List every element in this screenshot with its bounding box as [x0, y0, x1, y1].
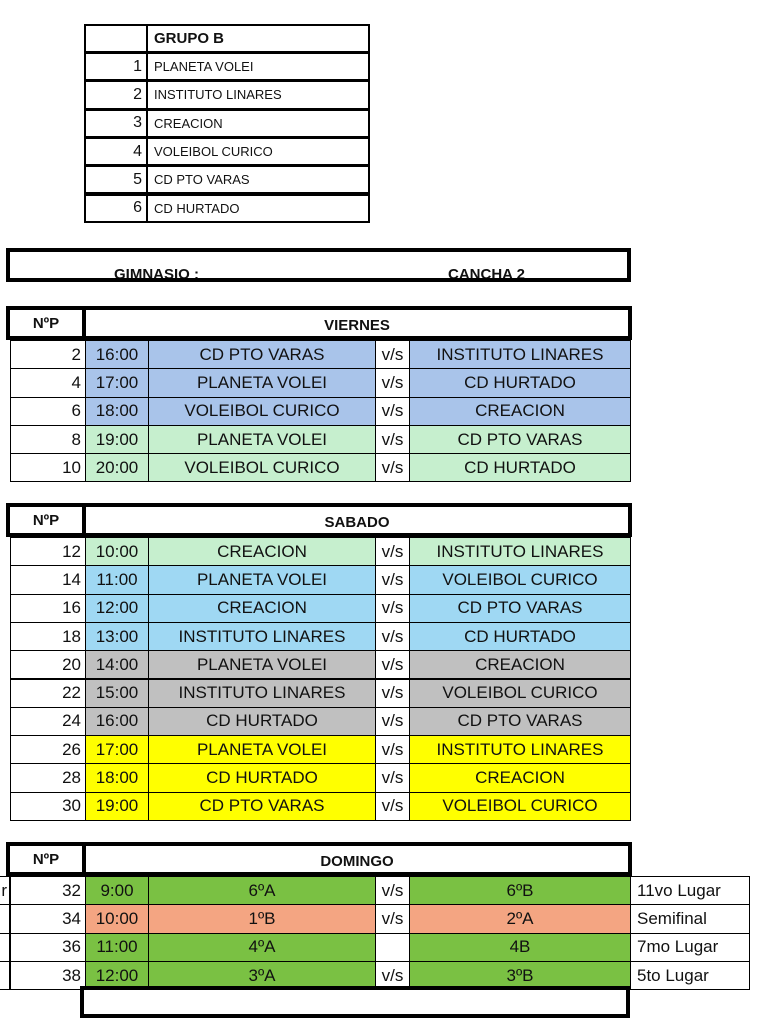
group-team-name: VOLEIBOL CURICO [146, 137, 370, 166]
saturday-np-header: NºP [6, 503, 86, 537]
match-time: 11:00 [85, 565, 149, 594]
match-home-team: PLANETA VOLEI [148, 368, 376, 397]
match-home-team: INSTITUTO LINARES [148, 679, 376, 708]
match-vs: v/s [375, 650, 410, 679]
match-number: 38 [10, 961, 86, 990]
match-vs: v/s [375, 707, 410, 736]
match-time: 16:00 [85, 340, 149, 369]
match-time: 15:00 [85, 679, 149, 708]
match-number: 14 [10, 565, 86, 594]
saturday-section [10, 503, 632, 821]
sunday-np-header: NºP [6, 842, 86, 876]
match-away-team: CD HURTADO [409, 622, 631, 651]
match-note: Semifinal [630, 904, 750, 933]
match-time: 9:00 [85, 876, 149, 905]
group-team-number: 5 [84, 165, 148, 194]
match-home-team: CD HURTADO [148, 763, 376, 792]
match-vs: v/s [375, 594, 410, 623]
match-time: 13:00 [85, 622, 149, 651]
match-away-team: INSTITUTO LINARES [409, 735, 631, 764]
match-vs: v/s [375, 622, 410, 651]
match-edge-fragment [0, 961, 10, 990]
match-home-team: PLANETA VOLEI [148, 735, 376, 764]
match-note: 7mo Lugar [630, 933, 750, 962]
match-vs: v/s [375, 792, 410, 821]
match-edge-fragment [0, 933, 10, 962]
match-vs: v/s [375, 368, 410, 397]
sunday-section [0, 842, 768, 1024]
match-home-team: CREACION [148, 594, 376, 623]
match-vs: v/s [375, 961, 410, 990]
match-home-team: 6ºA [148, 876, 376, 905]
match-away-team: INSTITUTO LINARES [409, 340, 631, 369]
match-number: 16 [10, 594, 86, 623]
match-home-team: CREACION [148, 537, 376, 566]
match-number: 6 [10, 397, 86, 426]
match-vs: v/s [375, 565, 410, 594]
match-home-team: CD HURTADO [148, 707, 376, 736]
sunday-day-header: DOMINGO [82, 842, 632, 876]
match-time: 17:00 [85, 735, 149, 764]
match-number: 18 [10, 622, 86, 651]
group-table [84, 24, 370, 223]
match-number: 30 [10, 792, 86, 821]
group-team-number: 2 [84, 80, 148, 109]
match-away-team: CD HURTADO [409, 368, 631, 397]
match-vs: v/s [375, 453, 410, 482]
match-vs [375, 933, 410, 962]
match-away-team: CD PTO VARAS [409, 594, 631, 623]
friday-np-header: NºP [6, 306, 86, 340]
group-team-name: PLANETA VOLEI [146, 52, 370, 81]
match-vs: v/s [375, 340, 410, 369]
match-time: 20:00 [85, 453, 149, 482]
match-away-team: 4B [409, 933, 631, 962]
match-number: 26 [10, 735, 86, 764]
match-home-team: VOLEIBOL CURICO [148, 397, 376, 426]
match-away-team: CD HURTADO [409, 453, 631, 482]
friday-day-header: VIERNES [82, 306, 632, 340]
match-away-team: CREACION [409, 397, 631, 426]
match-number: 20 [10, 650, 86, 679]
group-team-name: CREACION [146, 109, 370, 138]
match-edge-fragment [0, 904, 10, 933]
match-time: 12:00 [85, 961, 149, 990]
match-away-team: 2ºA [409, 904, 631, 933]
venue-gym-label: GIMNASIO : [114, 266, 199, 282]
match-away-team: CREACION [409, 650, 631, 679]
match-time: 16:00 [85, 707, 149, 736]
match-home-team: INSTITUTO LINARES [148, 622, 376, 651]
group-team-number: 3 [84, 109, 148, 138]
sunday-footer-bar [80, 986, 630, 1018]
match-time: 10:00 [85, 537, 149, 566]
match-number: 10 [10, 453, 86, 482]
match-time: 12:00 [85, 594, 149, 623]
group-team-name: INSTITUTO LINARES [146, 80, 370, 109]
match-home-team: PLANETA VOLEI [148, 650, 376, 679]
match-vs: v/s [375, 876, 410, 905]
match-number: 22 [10, 679, 86, 708]
group-team-number: 1 [84, 52, 148, 81]
match-vs: v/s [375, 763, 410, 792]
match-home-team: CD PTO VARAS [148, 340, 376, 369]
match-note: 5to Lugar [630, 961, 750, 990]
match-edge-fragment: r [0, 876, 10, 905]
match-time: 17:00 [85, 368, 149, 397]
match-vs: v/s [375, 537, 410, 566]
match-time: 14:00 [85, 650, 149, 679]
match-note: 11vo Lugar [630, 876, 750, 905]
match-home-team: VOLEIBOL CURICO [148, 453, 376, 482]
match-number: 8 [10, 425, 86, 454]
match-number: 2 [10, 340, 86, 369]
match-vs: v/s [375, 679, 410, 708]
group-team-number: 6 [84, 194, 148, 223]
match-away-team: VOLEIBOL CURICO [409, 679, 631, 708]
match-number: 28 [10, 763, 86, 792]
match-vs: v/s [375, 397, 410, 426]
match-home-team: 3ºA [148, 961, 376, 990]
match-home-team: 4ºA [148, 933, 376, 962]
venue-bar [6, 248, 631, 282]
match-vs: v/s [375, 904, 410, 933]
match-number: 36 [10, 933, 86, 962]
match-away-team: 6ºB [409, 876, 631, 905]
match-away-team: CD PTO VARAS [409, 707, 631, 736]
match-away-team: CD PTO VARAS [409, 425, 631, 454]
venue-court-label: CANCHA 2 [448, 266, 525, 282]
match-number: 12 [10, 537, 86, 566]
match-time: 11:00 [85, 933, 149, 962]
match-vs: v/s [375, 735, 410, 764]
match-home-team: CD PTO VARAS [148, 792, 376, 821]
match-away-team: INSTITUTO LINARES [409, 537, 631, 566]
match-number: 32 [10, 876, 86, 905]
match-time: 18:00 [85, 763, 149, 792]
match-number: 24 [10, 707, 86, 736]
group-header-blank [84, 24, 148, 53]
match-away-team: VOLEIBOL CURICO [409, 792, 631, 821]
match-home-team: PLANETA VOLEI [148, 565, 376, 594]
group-team-number: 4 [84, 137, 148, 166]
match-away-team: VOLEIBOL CURICO [409, 565, 631, 594]
saturday-day-header: SABADO [82, 503, 632, 537]
match-home-team: PLANETA VOLEI [148, 425, 376, 454]
match-number: 4 [10, 368, 86, 397]
group-team-name: CD HURTADO [146, 194, 370, 223]
match-time: 10:00 [85, 904, 149, 933]
match-home-team: 1ºB [148, 904, 376, 933]
match-time: 19:00 [85, 425, 149, 454]
match-away-team: 3ºB [409, 961, 631, 990]
match-vs: v/s [375, 425, 410, 454]
match-time: 19:00 [85, 792, 149, 821]
group-title: GRUPO B [146, 24, 370, 53]
friday-section [10, 306, 632, 482]
group-team-name: CD PTO VARAS [146, 165, 370, 194]
match-time: 18:00 [85, 397, 149, 426]
match-number: 34 [10, 904, 86, 933]
match-away-team: CREACION [409, 763, 631, 792]
